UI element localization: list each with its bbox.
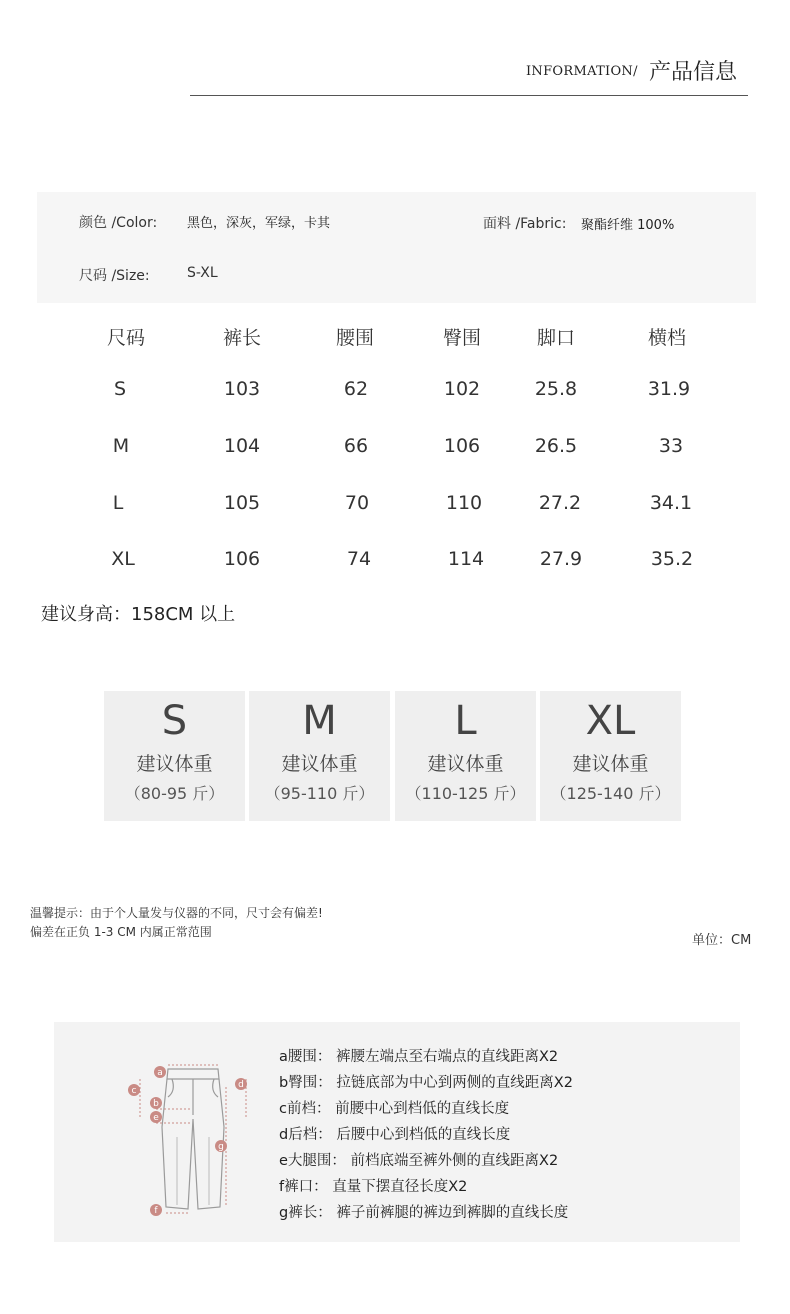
- color-value: 黑色，深灰，军绿，卡其: [187, 216, 331, 231]
- table-cell: S: [113, 378, 127, 400]
- unit-note: 单位：CM: [692, 933, 752, 948]
- weight-card-xl: [540, 691, 681, 821]
- card-label: 建议体重: [281, 753, 358, 775]
- table-header: 横档: [647, 327, 687, 349]
- header-title-cn: 产品信息: [649, 60, 738, 85]
- suggested-height-note: 建议身高：158CM 以上: [41, 604, 236, 625]
- table-header: 脚口: [536, 327, 576, 349]
- tip-line-1: 温馨提示：由于个人量发与仪器的不同，尺寸会有偏差!: [30, 906, 323, 920]
- marker-a: a: [157, 1068, 163, 1078]
- pants-diagram: [120, 1057, 270, 1227]
- measure-line-a: a腰围： 裤腰左端点至右端点的直线距离X2: [279, 1049, 559, 1065]
- measure-line-f: f裤口： 直量下摆直径长度X2: [279, 1179, 468, 1195]
- table-cell: 26.5: [534, 435, 578, 457]
- marker-d: d: [238, 1080, 244, 1090]
- card-range: （80-95 斤）: [124, 784, 225, 803]
- table-cell: 104: [223, 435, 261, 457]
- table-cell: 31.9: [647, 378, 691, 400]
- table-cell: 25.8: [534, 378, 578, 400]
- marker-c: c: [131, 1086, 137, 1096]
- card-range: （125-140 斤）: [550, 784, 671, 803]
- table-cell: 74: [346, 548, 372, 570]
- marker-group: [128, 1066, 247, 1216]
- table-header: 腰围: [335, 327, 375, 349]
- marker-g: g: [218, 1142, 224, 1152]
- color-label: 颜色 /Color:: [79, 215, 158, 231]
- measure-line-g: g裤长： 裤子前裤腿的裤边到裤脚的直线长度: [279, 1205, 569, 1221]
- table-cell: XL: [111, 548, 135, 570]
- table-cell: 110: [445, 492, 483, 514]
- measure-line-e: e大腿围： 前档底端至裤外侧的直线距离X2: [279, 1153, 559, 1169]
- card-range: （95-110 斤）: [264, 784, 375, 803]
- table-cell: 102: [443, 378, 481, 400]
- card-label: 建议体重: [572, 753, 649, 775]
- card-label: 建议体重: [427, 753, 504, 775]
- measure-line-c: c前档： 前腰中心到档低的直线长度: [279, 1101, 510, 1117]
- card-size: L: [454, 698, 477, 744]
- header-title-en: INFORMATION/: [526, 64, 638, 79]
- card-range: （110-125 斤）: [405, 784, 526, 803]
- table-cell: 106: [443, 435, 481, 457]
- table-header: 臀围: [442, 327, 482, 349]
- card-size: S: [161, 698, 188, 744]
- table-cell: 34.1: [649, 492, 693, 514]
- fabric-value: 聚酯纤维 100%: [581, 218, 675, 233]
- card-label: 建议体重: [136, 753, 213, 775]
- fabric-label: 面料 /Fabric:: [483, 216, 567, 232]
- weight-card-m: [249, 691, 390, 821]
- table-header: 裤长: [222, 327, 262, 349]
- table-cell: 106: [223, 548, 261, 570]
- size-table: [0, 0, 790, 600]
- table-cell: 27.2: [538, 492, 582, 514]
- weight-card-l: [395, 691, 536, 821]
- marker-e: e: [153, 1113, 159, 1123]
- weight-card-s: [104, 691, 245, 821]
- size-value: S-XL: [187, 265, 218, 281]
- table-cell: 27.9: [539, 548, 583, 570]
- table-cell: 33: [658, 435, 684, 457]
- table-cell: 103: [223, 378, 261, 400]
- table-cell: 35.2: [650, 548, 694, 570]
- table-cell: 105: [223, 492, 261, 514]
- table-cell: 66: [343, 435, 369, 457]
- tip-line-2: 偏差在正负 1-3 CM 内属正常范围: [30, 925, 212, 939]
- table-cell: M: [112, 435, 130, 457]
- size-label: 尺码 /Size:: [79, 268, 150, 284]
- marker-b: b: [153, 1099, 159, 1109]
- card-size: XL: [585, 698, 636, 744]
- card-size: M: [302, 698, 337, 744]
- measure-line-b: b臀围： 拉链底部为中心到两侧的直线距离X2: [279, 1075, 573, 1091]
- marker-f: f: [154, 1206, 158, 1216]
- measure-line-d: d后档： 后腰中心到档低的直线长度: [279, 1127, 511, 1143]
- table-cell: 114: [447, 548, 485, 570]
- table-header: 尺码: [106, 327, 146, 349]
- table-cell: 62: [343, 378, 369, 400]
- table-cell: 70: [344, 492, 370, 514]
- table-cell: L: [112, 492, 124, 514]
